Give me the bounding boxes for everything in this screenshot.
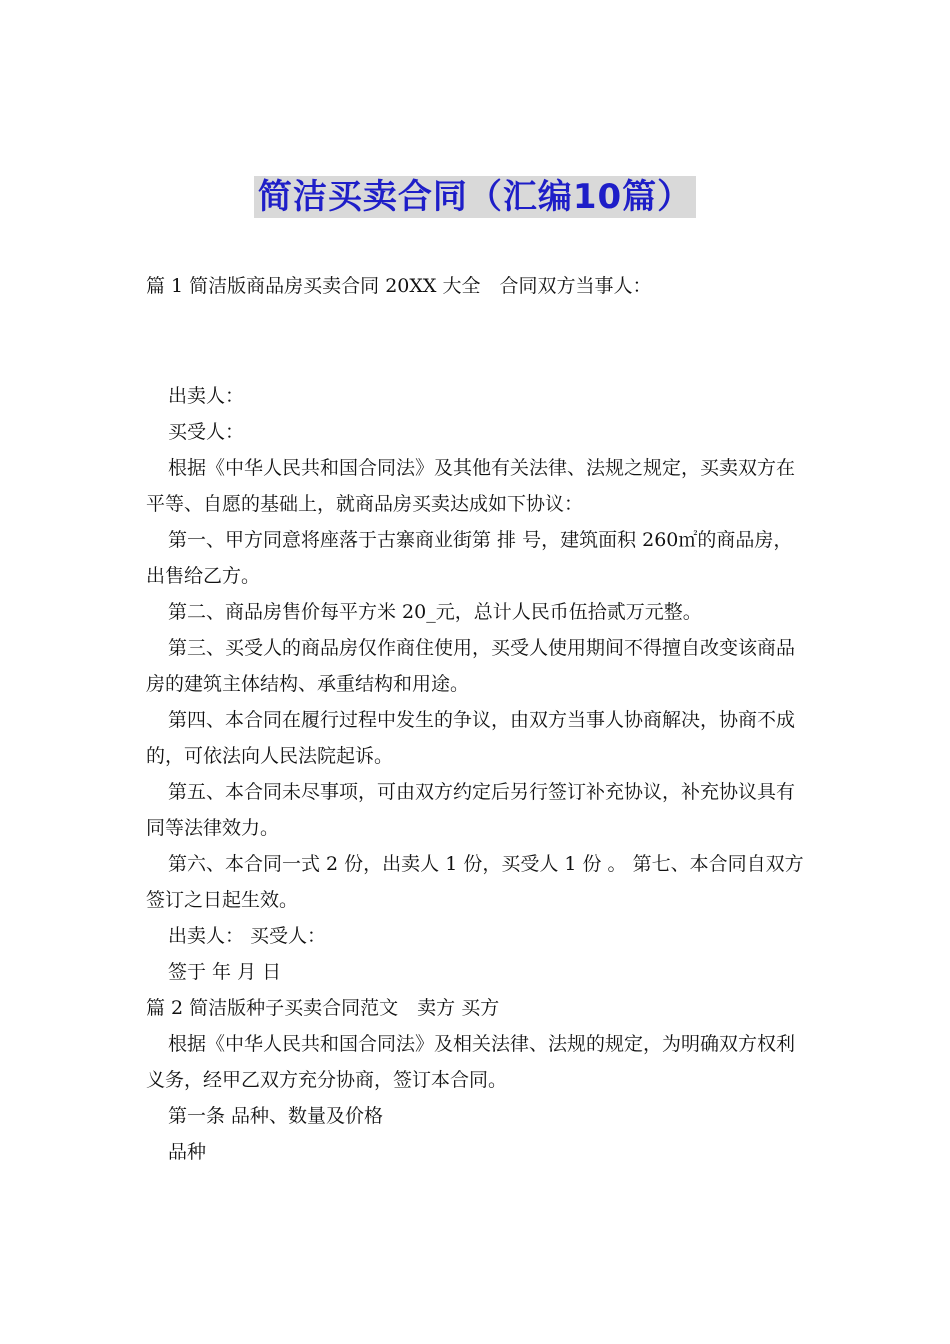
- paragraph-s2-article-1: 第一条 品种、数量及价格: [168, 1105, 384, 1127]
- paragraph-clause-2: 第二、商品房售价每平方米 20_元，总计人民币伍拾贰万元整。: [168, 601, 702, 623]
- paragraph-clause-6-7: 第六、本合同一式 2 份，出卖人 1 份，买受人 1 份 。 第七、本合同自双方签订之日起生效。: [146, 853, 804, 911]
- paragraph-clause-5: 第五、本合同未尽事项，可由双方约定后另行签订补充协议，补充协议具有同等法律效力。: [146, 781, 796, 839]
- paragraph-signing-date: 签于 年 月 日: [168, 961, 282, 983]
- document-title: 简洁买卖合同（汇编10篇）: [254, 176, 696, 218]
- section-2-heading: 篇 2 简洁版种子买卖合同范文 卖方 买方: [146, 997, 500, 1019]
- paragraph-signatures: 出卖人： 买受人：: [168, 925, 327, 947]
- paragraph-s2-variety: 品种: [168, 1141, 207, 1163]
- paragraph-s2-preamble: 根据《中华人民共和国合同法》及相关法律、法规的规定，为明确双方权利义务，经甲乙双方充分协商，签订本合同。: [146, 1033, 796, 1091]
- paragraph-clause-1: 第一、甲方同意将座落于古寨商业街第 排 号，建筑面积 260㎡的商品房，出售给乙方。: [146, 529, 793, 587]
- title-container: [0, 176, 950, 218]
- paragraph-seller: 出卖人：: [168, 385, 245, 407]
- section-1-body: [146, 378, 806, 1170]
- paragraph-clause-3: 第三、买受人的商品房仅作商住使用，买受人使用期间不得擅自改变该商品房的建筑主体结构、承重结构和用途。: [146, 637, 796, 695]
- section-1-heading: 篇 1 简洁版商品房买卖合同 20XX 大全 合同双方当事人：: [146, 275, 652, 297]
- paragraph-preamble: 根据《中华人民共和国合同法》及其他有关法律、法规之规定，买卖双方在平等、自愿的基础上，就商品房买卖达成如下协议：: [146, 457, 796, 515]
- paragraph-clause-4: 第四、本合同在履行过程中发生的争议，由双方当事人协商解决，协商不成的，可依法向人民法院起诉。: [146, 709, 796, 767]
- paragraph-buyer: 买受人：: [168, 421, 245, 443]
